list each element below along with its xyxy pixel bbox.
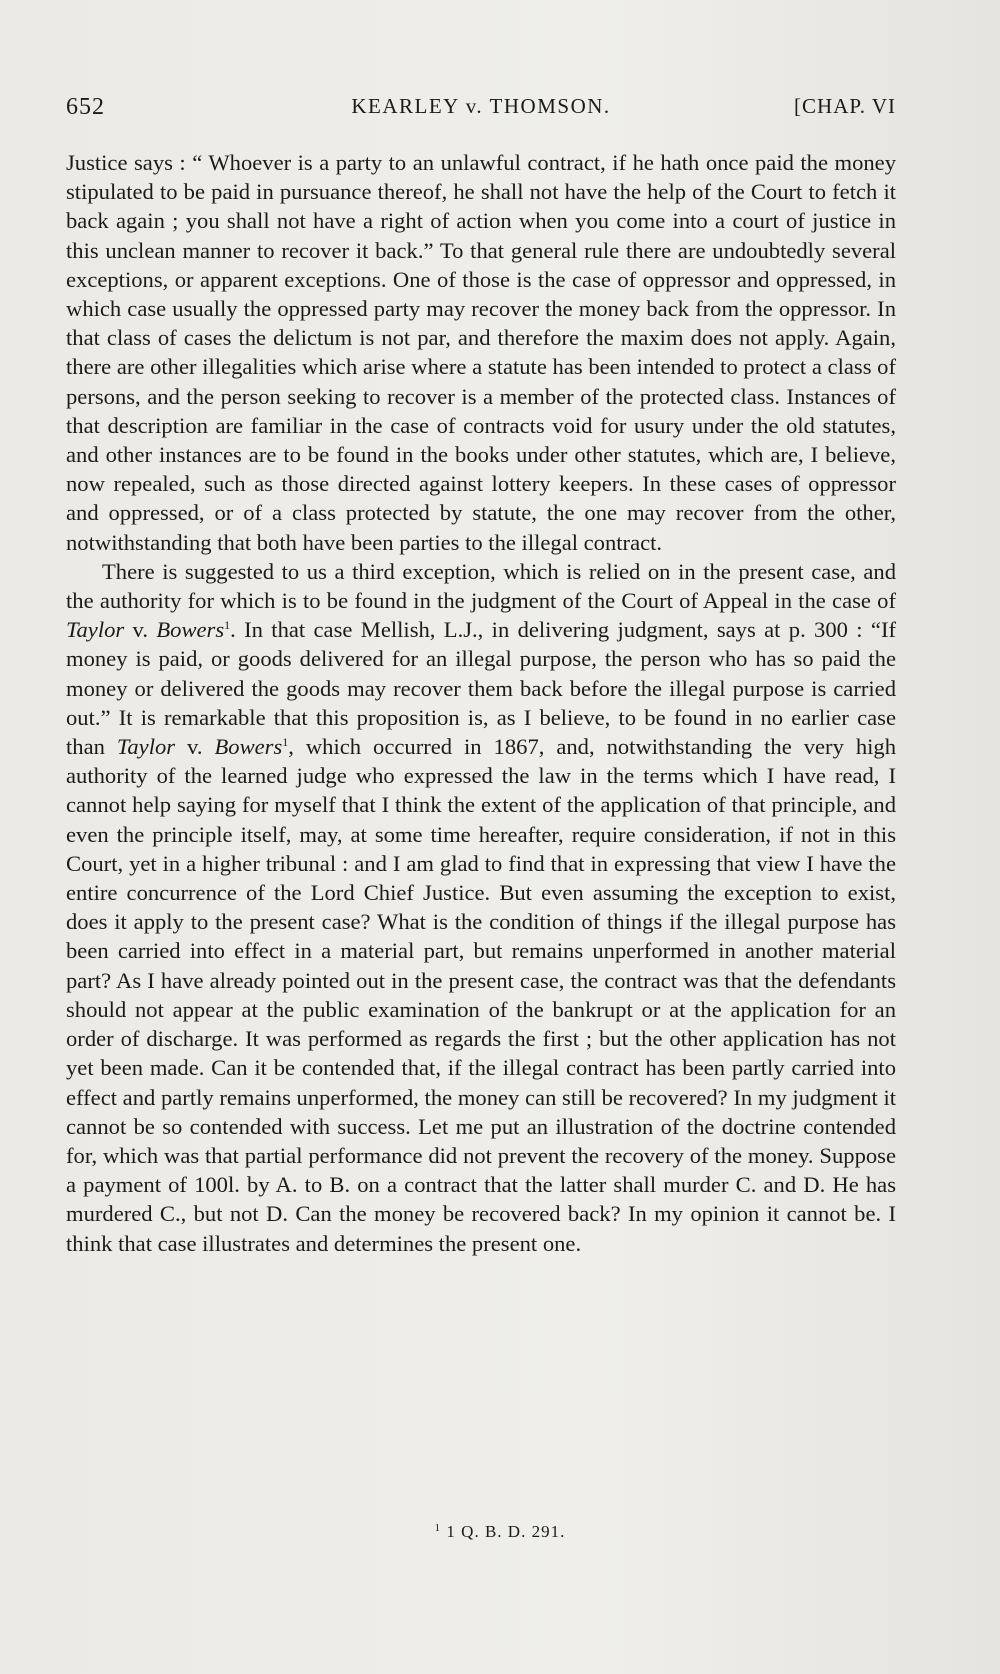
paragraph-2-text-3: , which occurred in 1867, and, notwithstanding the very high authority of the learned judge who expressed the law in the terms which I have read, I cannot help saying for myself that I think the extent of the application of that principle, and even the principle itself, may, at some time hereafter, require consideration, if not in this Court, yet in a higher tribunal : and I am glad to find that in expressing that view I have the entire concurrence of the Lord Chief Justice. But even assuming the exception to exist, does it apply to the present case? What is the condition of things if the illegal purpose has been carried into effect in a material part, but remains unperformed in another material part? As I have already pointed out in the present case, the contract was that the defendants should not appear at the public examination of the bankrupt or at the application for an order of discharge. It was performed as regards the first ; but the other application has not yet been made. Can it be contended that, if the illegal contract has been partly carried into effect and partly remains unperformed, the money can still be recovered? In my judgment it cannot be so contended with success. Let me put an illustration of the doctrine contended for, which was that partial performance did not prevent the recovery of the money. Suppose a payment of 100l. by A. to B. on a contract that the latter shall murder C. and D. He has murdered C., but not D. Can the money be recovered back? In my opinion it cannot be. I think that case illustrates and determines the present one. xyxy=(66,734,896,1256)
footnote xyxy=(0,1522,1000,1542)
page-number: 652 xyxy=(66,94,105,120)
page-header xyxy=(66,94,896,130)
paragraph-2 xyxy=(66,557,896,1258)
running-title: KEARLEY v. THOMSON. xyxy=(351,94,611,118)
case-name-bowers-2: Bowers xyxy=(214,734,283,760)
paragraph-2-text-2: . In that case Mellish, L.J., in delivering judgment, says at p. 300 : “If money is paid, or goods delivered for an illegal purpose, the person who has so paid the money or delivered the goods may recover them back before the illegal purpose is carried out.” It is remarkable that this proposition is, as I believe, to be found in no earlier case than xyxy=(66,617,896,760)
body-text xyxy=(66,148,896,1258)
chapter-marker: [CHAP. VI xyxy=(794,94,896,118)
paragraph-2-text-1: There is suggested to us a third exception, which is relied on in the present case, and the authority for which is to be found in the judgment of the Court of Appeal in the case of xyxy=(66,558,896,614)
footnote-text: 1 Q. B. D. 291. xyxy=(441,1522,566,1541)
paragraph-1: Justice says : “ Whoever is a party to an unlawful contract, if he hath once paid the money stipulated to be paid in pursuance thereof, he shall not have the help of the Court to fetch it back again ; you shall not have a right of action when you come into a court of justice in this unclean manner to recover it back.” To that general rule there are undoubtedly several exceptions, or apparent exceptions. One of those is the case of oppressor and oppressed, in which case usually the oppressed party may recover the money back from the oppressor. In that class of cases the delictum is not par, and therefore the maxim does not apply. Again, there are other illegalities which arise where a statute has been intended to protect a class of persons, and the person seeking to recover is a member of the protected class. Instances of that description are familiar in the case of contracts void for usury under the old statutes, and other instances are to be found in the books under other statutes, which are, I believe, now repealed, such as those directed against lottery keepers. In these cases of oppressor and oppressed, or of a class protected by statute, the one may recover from the other, notwithstanding that both have been parties to the illegal contract. xyxy=(66,150,896,555)
case-name-taylor: Taylor xyxy=(66,617,125,643)
footnote-ref: 1 xyxy=(224,618,231,633)
footnote-marker: 1 xyxy=(434,1522,442,1534)
versus: v. xyxy=(124,617,157,643)
case-name-taylor-2: Taylor xyxy=(116,734,176,760)
footnote-ref-2: 1 xyxy=(282,735,289,750)
case-name-bowers: Bowers xyxy=(156,617,225,643)
versus-2: v. xyxy=(175,734,215,760)
